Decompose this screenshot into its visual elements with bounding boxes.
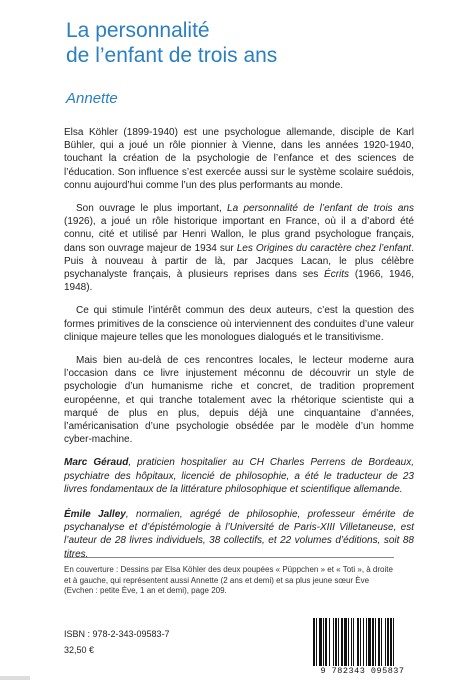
- back-cover-text: [64, 126, 414, 573]
- title-line-1: La personnalité: [66, 19, 210, 42]
- isbn: ISBN : 978-2-343-09583-7: [64, 629, 170, 639]
- paragraph-1: Elsa Köhler (1899-1940) est une psychologue allemande, disciple de Karl Bühler, qui a joué un rôle pionnier à Vienne, dans les années 1920-1940, touchant la création de la psychologie de l’enfance et des sciences de l’éducation. Son influence s’est exercée aussi sur le système scolaire suédois, connu aujourd’hui comme l’un des plus performants au monde.: [64, 127, 414, 191]
- price: 32,50 €: [64, 645, 95, 655]
- page-edge: [0, 676, 450, 680]
- bio-emile-jalley: [64, 508, 414, 561]
- bio-2-text: , normalien, agrégé de philosophie, professeur émérite de psychanalyse et d’épistémologie à l’Université de Paris-XIII Villetaneuse, est l’auteur de 28 livres individuels, 38 collectifs, et 22 volumes d’éditions, soit 88 titres.: [64, 509, 415, 560]
- paragraph-2-text-c: (1926), a joué un rôle historique important en France, où il a d’abord été connu, cité et utilisé par Henri Wallon, le plus grand psychologue français, dans son ouvrage majeur de 1934 sur: [64, 216, 414, 254]
- bio-1-text: , praticien hospitalier au CH Charles Perrens de Bordeaux, psychiatre des hôpitaux, licencié de philosophie, a été le traducteur de 23 livres fondamentaux de la littérature philosophique et scientifique allemande.: [64, 457, 414, 495]
- barcode-icon: [310, 618, 420, 670]
- author-bios: [64, 456, 414, 560]
- book-title: [66, 18, 426, 68]
- paragraph-2-text-g: (1966, 1946, 1948).: [64, 269, 414, 294]
- paragraph-4: Mais bien au-delà de ces rencontres locales, le lecteur moderne aura l’occasion dans ce livre injustement méconnu de découvrir un style de psychologie d’un humanisme riche et concret, de tradition proprement européenne, et qui tranche totalement avec la rhétorique scientiste qui a marqué de plus en plus, depuis déjà une cinquantaine d’années, l’américanisation d’une psychologie obsédée par le modèle d’un homme cyber-machine.: [64, 355, 414, 446]
- paragraph-2: [64, 202, 414, 294]
- divider: [64, 557, 394, 558]
- title-line-2: de l’enfant de trois ans: [66, 44, 278, 67]
- wallon-work-ref: Les Origines du caractère chez l’enfant: [236, 242, 412, 254]
- paragraph-2-text-a: Son ouvrage le plus important,: [76, 203, 228, 215]
- bio-1-name: Marc Géraud: [64, 457, 129, 469]
- cover-credit: En couverture : Dessins par Elsa Köhler des deux poupées « Püppchen » et « Toti », à droite et à gauche, qui représentent aussi Annette (2 ans et demi) et sa plus jeune sœur Ève (Evchen : petite Ève, 1 an et demi), page 209.: [64, 565, 393, 595]
- barcode-number: 9 782343 095837: [320, 666, 405, 676]
- book-subtitle: Annette: [66, 90, 118, 107]
- lacan-work-ref: Écrits: [324, 269, 350, 281]
- bio-2-name: Émile Jalley: [64, 509, 126, 521]
- paragraph-3: Ce qui stimule l’intérêt commun des deux auteurs, c’est la question des formes primitives de la conscience où interviennent des conduites d’une valeur clinique majeure telles que les monologues dialogués et le transitivisme.: [64, 305, 414, 343]
- bio-marc-geraud: [64, 456, 414, 496]
- book-title-ref: La personnalité de l’enfant de trois ans: [227, 203, 414, 215]
- paragraph-2-text-e: . Puis à nouveau à partir de là, par Jacques Lacan, le plus célèbre psychanalyste français, à plusieurs reprises dans ses: [64, 242, 414, 281]
